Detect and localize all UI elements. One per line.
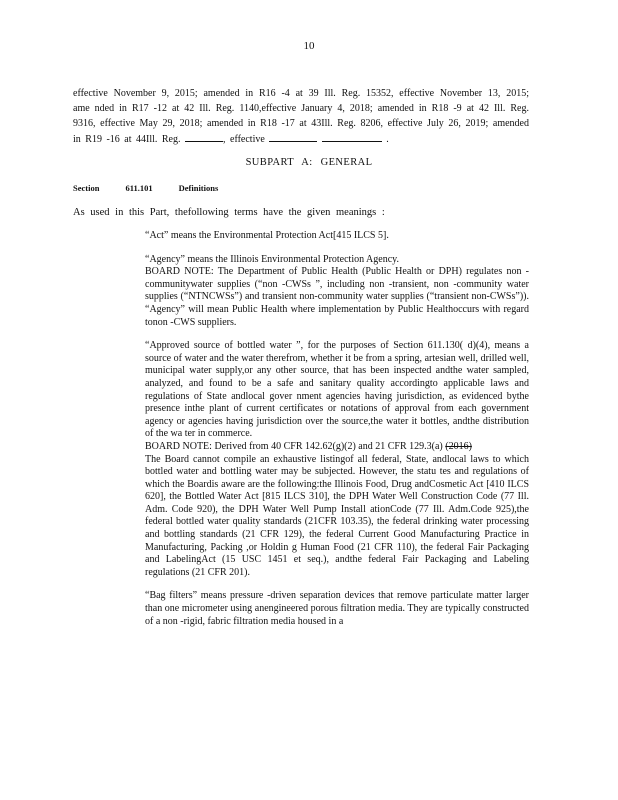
- board-note: BOARD NOTE: The Department of Public Health (Public Health or DPH) regulates non -communitywater supplies (“non -CWSs ”, including non -transient, non -community water supplies (“NTNCWSs”) and transient non-community water supplies (“transient non-CWSs”)). “Agency” will mean Public Health where implementation by Public Healthoccurs with regard tonon -CWS suppliers.: [145, 266, 529, 328]
- section-title: Definitions: [178, 183, 219, 193]
- board-note-lead: [145, 441, 529, 454]
- definition-act: “Act” means the Environmental Protection Act[415 ILCS 5].: [145, 230, 389, 241]
- blank-line: [185, 131, 223, 142]
- struck-text: (2016): [445, 440, 472, 452]
- blank-line: [269, 131, 317, 142]
- intro-text: As used in this Part, thefollowing terms have the given meanings :: [73, 207, 385, 218]
- definitions-list: [145, 230, 529, 639]
- subpart-heading: SUBPART A: GENERAL: [245, 157, 373, 168]
- section-label: Section: [73, 183, 100, 193]
- definition-bag-filters: “Bag filters” means pressure -driven separation devices that remove particulate matter larger than one micrometer using anengineered porous filtration media. They are typically constructed of a non -rigid, fabric filtration media housed in a: [145, 590, 529, 627]
- section-number: 611.101: [125, 183, 153, 193]
- board-note-rest: The Board cannot compile an exhaustive listingof all federal, State, andlocal laws to which bottled water and bottling water may be subjected. However, the statu tes and regulations of which the Boardis aware are the following:the Illinois Food, Drug andCosmetic Act [410 ILCS 620], the Bottled Water Act [815 ILCS 310], the DPH Water Well Construction Code (77 Ill. Adm. Code 920), the DPH Water Well Pump Install ationCode (77 Ill. Adm.Code 925),the federal bottled water quality standards (21CFR 103.35), the federal drinking water processing and bottling standards (21 CFR 129), the federal Current Good Manufacturing Practice in Manufacturing, Packing ,or Holdin g Human Food (21 CFR 110), the federal Fair Packaging and LabelingAct (15 USC 1451 et seq.), andthe federal Fair Packaging and Labeling regulations (21 CFR 201).: [145, 453, 529, 578]
- blank-line: [322, 131, 382, 142]
- history-note: [73, 86, 529, 147]
- board-note-text: BOARD NOTE: Derived from 40 CFR 142.62(g)(2) and 21 CFR 129.3(a): [145, 440, 443, 452]
- section-heading: [73, 183, 218, 193]
- definition-agency-text: “Agency” means the Illinois Environmental Protection Agency.: [145, 253, 400, 265]
- history-end: .: [386, 134, 389, 145]
- definition-agency: [145, 254, 529, 330]
- history-effective: , effective: [223, 134, 265, 145]
- history-text: effective November 9, 2015; amended in R16 -4 at 39 Ill. Reg. 15352, effective November 13, 2015; ame nded in R17 -12 at 42 Ill. Reg. 1140,effective January 4, 2018; amended in R18 -9 at 42 Ill. Reg. 9316, effective May 29, 2018; amended in R18 -17 at 43Ill. Reg. 8206, effective July 26, 2019; amended in R19 -16 at 44Ill. Reg.: [73, 88, 529, 145]
- page-number: 10: [303, 40, 315, 52]
- definition-bottled-text: “Approved source of bottled water ”, for the purposes of Section 611.130( d)(4), means a source of water and the water therefrom, whether it be from a spring, artesian well, drilled well, municipal water supply,or any other source, that has been inspected andthe water sampled, analyzed, and found to be a safe and sanitary quality accordingto applicable laws and regulations of State andlocal gover nment agencies having jurisdiction, as evidenced bythe presence inthe plant of current certificates or notations of approval from each government agency or agencies having jurisdiction over the source,the water it bottles, andthe distribution of the wa ter in commerce.: [145, 340, 529, 440]
- definition-bottled-water: [145, 340, 529, 579]
